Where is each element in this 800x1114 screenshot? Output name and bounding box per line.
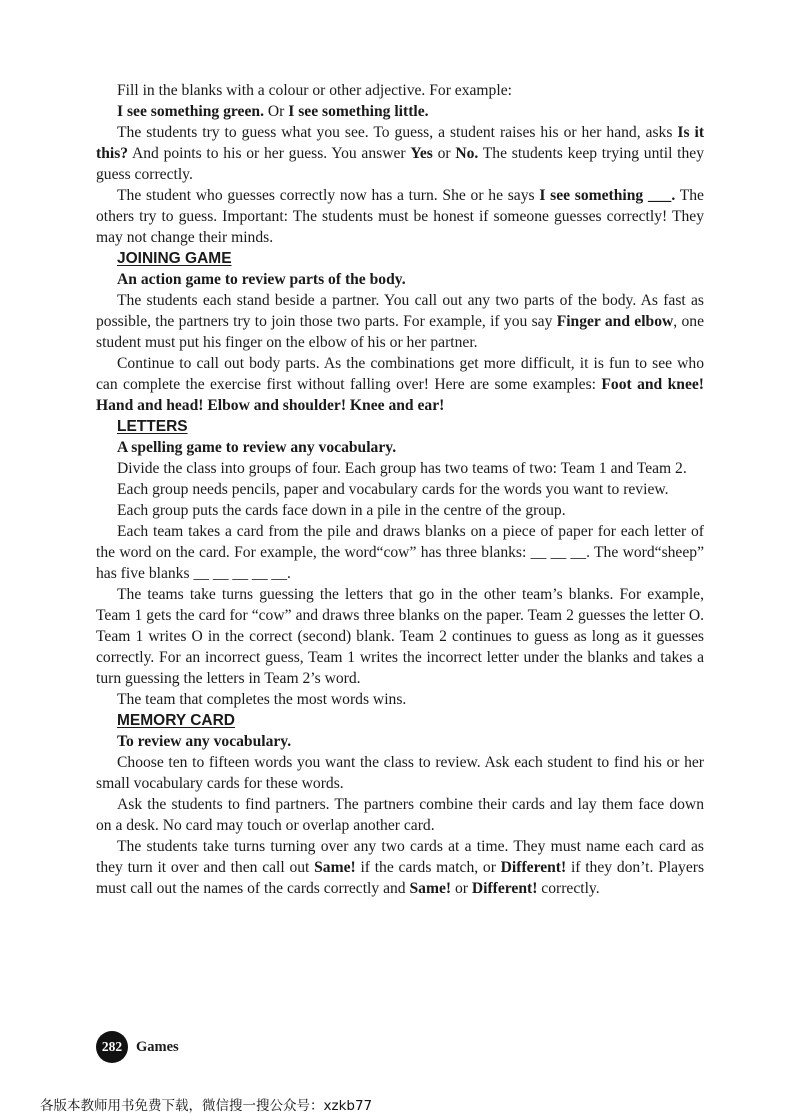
connector-text: Or — [263, 103, 289, 120]
paragraph: The students try to guess what you see. To guess, a student raises his or her hand, asks Is it this? And points to his or her guess. You answer Yes or No. The students keep trying until they guess correctly. — [96, 124, 705, 183]
paragraph: The teams take turns guessing the letters that go in the other team’s blanks. For example, Team 1 gets the card for “cow” and draws three blanks on the paper. Team 2 guesses the letter O. Team 1 writes O in the correct (second) blank. Team 2 continues to guess as long as it guesses correctly. For an incorrect guess, Team 1 writes the incorrect letter under the blanks and takes a turn guessing the letters in Team 2’s word. — [96, 586, 704, 687]
page-number-badge: 282 — [96, 1031, 128, 1063]
page-body — [96, 80, 704, 899]
paragraph: Each group needs pencils, paper and vocabulary cards for the words you want to review. — [117, 481, 669, 498]
section-heading-letters: LETTERS — [117, 418, 188, 435]
section-heading-memory-card: MEMORY CARD — [117, 712, 235, 729]
paragraph: Each group puts the cards face down in a pile in the centre of the group. — [117, 502, 566, 519]
example-text: I see something green. — [117, 103, 264, 120]
page-footer — [96, 1032, 179, 1062]
section-subtitle: To review any vocabulary. — [117, 733, 292, 750]
paragraph: Divide the class into groups of four. Each group has two teams of two: Team 1 and Team 2. — [117, 460, 687, 477]
paragraph: Each team takes a card from the pile and draws blanks on a piece of paper for each letter of the word on the card. For example, the word“cow” has three blanks: __ __ __. The word“sheep” has five blanks __ __ __ __ __. — [96, 523, 704, 582]
example-line — [96, 101, 704, 122]
section-subtitle: A spelling game to review any vocabulary. — [117, 439, 397, 456]
paragraph: Continue to call out body parts. As the combinations get more difficult, it is fun to see who can complete the exercise first without falling over! Here are some examples: Foot and knee! Hand and head! Elbow and shoulder! Knee and ear! — [96, 355, 704, 414]
example-text: I see something little. — [288, 103, 429, 120]
paragraph: The student who guesses correctly now has a turn. She or he says I see something ___. The others try to guess. Important: The students must be honest if someone guesses correctly! They may not change their minds. — [96, 187, 704, 246]
footer-section-name: Games — [136, 1038, 179, 1055]
paragraph: Choose ten to fifteen words you want the class to review. Ask each student to find his or her small vocabulary cards for these words. — [96, 754, 704, 792]
paragraph: The students each stand beside a partner. You call out any two parts of the body. As fast as possible, the partners try to join those two parts. For example, if you say Finger and elbow, one student must put his finger on the elbow of his or her partner. — [96, 292, 705, 351]
watermark-text: 各版本教师用书免费下载，微信搜一搜公众号：xzkb77 — [40, 1098, 373, 1114]
paragraph: Fill in the blanks with a colour or other adjective. For example: — [117, 82, 512, 99]
section-subtitle: An action game to review parts of the body. — [117, 271, 406, 288]
paragraph: Ask the students to find partners. The partners combine their cards and lay them face down on a desk. No card may touch or overlap another card. — [96, 796, 704, 834]
paragraph: The team that completes the most words wins. — [117, 691, 407, 708]
section-heading-joining-game: JOINING GAME — [117, 250, 232, 267]
paragraph: The students take turns turning over any two cards at a time. They must name each card as they turn it over and then call out Same! if the cards match, or Different! if they don’t. Players must call out the names of the cards correctly and Same! or Different! correctly. — [96, 838, 705, 897]
